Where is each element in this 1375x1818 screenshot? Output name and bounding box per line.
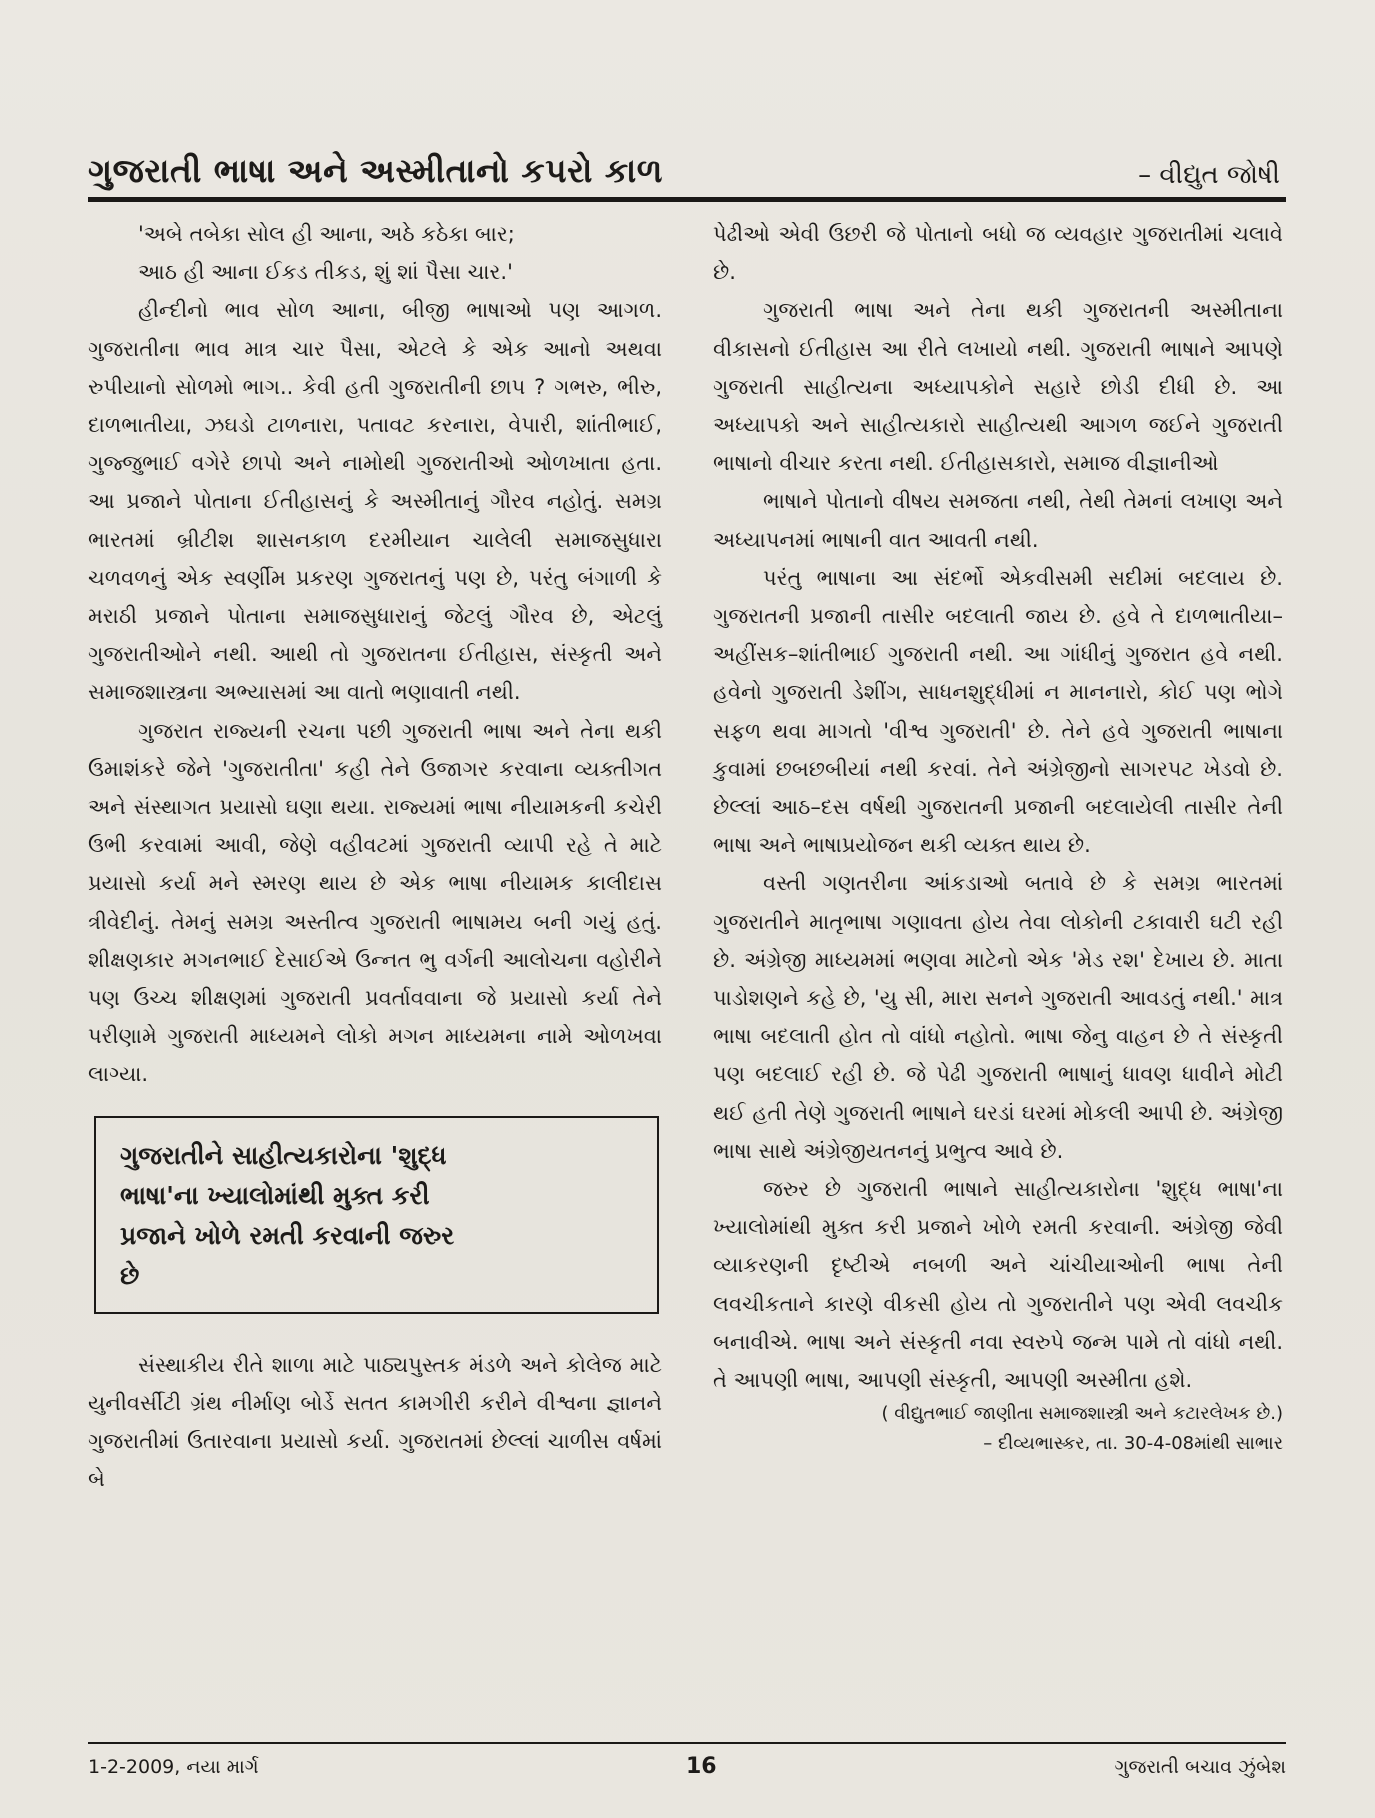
source-credit: – દીવ્યભાસ્કર, તા. 30-4-08માંથી સાભાર [983, 1433, 1283, 1455]
footer-date-publication: 1-2-2009, નયા માર્ગ [88, 1756, 259, 1778]
paragraph: ભાષાને પોતાનો વીષય સમજતા નથી, તેથી તેમનાં લખાણ અને અધ્યાપનમાં ભાષાની વાત આવતી નથી. [713, 489, 1283, 552]
article-author: – વીદ્યુત જોષી [1138, 160, 1280, 190]
page-number: 16 [686, 1754, 717, 1779]
article-title: ગુજરાતી ભાષા અને અસ્મીતાનો કપરો કાળ [88, 151, 663, 190]
verse-line: આઠ હી આના ઈકડ તીકડ, શું શાં પૈસા ચાર.' [138, 260, 513, 285]
paragraph: પેઢીઓ એવી ઉછરી જે પોતાનો બધો જ વ્યવહાર ગુજરાતીમાં ચલાવે છે. [713, 222, 1283, 285]
paragraph: ગુજરાતી ભાષા અને તેના થકી ગુજરાતની અસ્મીતાના વીકાસનો ઈતીહાસ આ રીતે લખાયો નથી. ગુજરાતી ભાષાને આપણે ગુજરાતી સાહીત્યના અધ્યાપકોને સહારે છોડી દીધી છે. આ અધ્યાપકો અને સાહીત્યકારો સાહીત્યથી આગળ જઈને ગુજરાતી ભાષાનો વીચાર કરતા નથી. ઈતીહાસકારો, સમાજ વીજ્ઞાનીઓ [713, 298, 1283, 476]
right-column [713, 215, 1283, 1459]
footer-campaign-name: ગુજરાતી બચાવ ઝુંબેશ [1114, 1756, 1286, 1778]
paragraph: પરંતુ ભાષાના આ સંદર્ભો એકવીસમી સદીમાં બદલાય છે. ગુજરાતની પ્રજાની તાસીર બદલાતી જાય છે. હવે તે દાળભાતીયા–અહીંસક–શાંતીભાઈ ગુજરાતી નથી. આ ગાંધીનું ગુજરાત હવે નથી. હવેનો ગુજરાતી ડેશીંગ, સાધનશુદ્ધીમાં ન માનનારો, કોઈ પણ ભોગે સફળ થવા માગતો 'વીશ્વ ગુજરાતી' છે. તેને હવે ગુજરાતી ભાષાના કુવામાં છબછબીયાં નથી કરવાં. તેને અંગ્રેજીનો સાગરપટ ખેડવો છે. છેલ્લાં આઠ–દસ વર્ષથી ગુજરાતની પ્રજાની બદલાયેલી તાસીર તેની ભાષા અને ભાષાપ્રયોજન થકી વ્યક્ત થાય છે. [713, 565, 1283, 858]
author-note: ( વીદ્યુતભાઈ જાણીતા સમાજશાસ્ત્રી અને કટારલેખક છે.) [881, 1403, 1283, 1425]
paragraph: સંસ્થાકીય રીતે શાળા માટે પાઠ્યપુસ્તક મંડળે અને કોલેજ માટે યુનીવર્સીટી ગ્રંથ નીર્માણ બોર્ડે સતત કામગીરી કરીને વીશ્વના જ્ઞાનને ગુજરાતીમાં ઉતારવાના પ્રયાસો કર્યા. ગુજરાતમાં છેલ્લાં ચાળીસ વર્ષમાં બે [88, 1352, 662, 1492]
pull-quote-text: ગુજરાતીને સાહીત્યકારોના 'શુદ્ધ ભાષા'ના ખ્યાલોમાંથી મુક્ત કરી પ્રજાને ખોળે રમતી કરવાની જરુર છે [120, 1140, 455, 1290]
left-column [88, 215, 662, 1498]
paragraph: હીન્દીનો ભાવ સોળ આના, બીજી ભાષાઓ પણ આગળ. ગુજરાતીના ભાવ માત્ર ચાર પૈસા, એટલે કે એક આનો અથવા રુપીયાનો સોળમો ભાગ.. કેવી હતી ગુજરાતીની છાપ ? ગભરુ, ભીરુ, દાળભાતીયા, ઝઘડો ટાળનારા, પતાવટ કરનારા, વેપારી, શાંતીભાઈ, ગુજ્જુભાઈ વગેરે છાપો અને નામોથી ગુજરાતીઓ ઓળખાતા હતા. આ પ્રજાને પોતાના ઈતીહાસનું કે અસ્મીતાનું ગૌરવ નહોતું. સમગ્ર ભારતમાં બ્રીટીશ શાસનકાળ દરમીયાન ચાલેલી સમાજસુધારા ચળવળનું એક સ્વર્ણીમ પ્રકરણ ગુજરાતનું પણ છે, પરંતુ બંગાળી કે મરાઠી પ્રજાને પોતાના સમાજસુધારાનું જેટલું ગૌરવ છે, એટલું ગુજરાતીઓને નથી. આથી તો ગુજરાતના ઈતીહાસ, સંસ્કૃતી અને સમાજશાસ્ત્રના અભ્યાસમાં આ વાતો ભણાવાતી નથી. [88, 298, 662, 705]
page-footer [88, 1742, 1286, 1782]
paragraph: વસ્તી ગણતરીના આંકડાઓ બતાવે છે કે સમગ્ર ભારતમાં ગુજરાતીને માતૃભાષા ગણાવતા હોય તેવા લોકોની ટકાવારી ઘટી રહી છે. અંગ્રેજી માધ્યમમાં ભણવા માટેનો એક 'મેડ રશ' દેખાય છે. માતા પાડોશણને કહે છે, 'યુ સી, મારા સનને ગુજરાતી આવડતું નથી.' માત્ર ભાષા બદલાતી હોત તો વાંધો નહોતો. ભાષા જેનુ વાહન છે તે સંસ્કૃતી પણ બદલાઈ રહી છે. જે પેઢી ગુજરાતી ભાષાનું ધાવણ ધાવીને મોટી થઈ હતી તેણે ગુજરાતી ભાષાને ઘરડાં ઘરમાં મોકલી આપી છે. અંગ્રેજી ભાષા સાથે અંગ્રેજીયતનનું પ્રભુત્વ આવે છે. [713, 871, 1283, 1163]
pull-quote-box [94, 1116, 659, 1314]
paragraph: ગુજરાત રાજ્યની રચના પછી ગુજરાતી ભાષા અને તેના થકી ઉમાશંકરે જેને 'ગુજરાતીતા' કહી તેને ઉજાગર કરવાના વ્યક્તીગત અને સંસ્થાગત પ્રયાસો ઘણા થયા. રાજ્યમાં ભાષા નીયામકની કચેરી ઉભી કરવામાં આવી, જેણે વહીવટમાં ગુજરાતી વ્યાપી રહે તે માટે પ્રયાસો કર્યા મને સ્મરણ થાય છે એક ભાષા નીયામક કાલીદાસ ત્રીવેદીનું. તેમનું સમગ્ર અસ્તીત્વ ગુજરાતી ભાષામય બની ગયું હતું. શીક્ષણકાર મગનભાઈ દેસાઈએ ઉન્નત ભુ વર્ગની આલોચના વહોરીને પણ ઉચ્ચ શીક્ષણમાં ગુજરાતી પ્રવર્તાવવાના જે પ્રયાસો કર્યા તેને પરીણામે ગુજરાતી માધ્યમને લોકો મગન માધ્યમના નામે ઓળખવા લાગ્યા. [88, 718, 662, 1087]
verse-line: 'અબે તબેકા સોલ હી આના, અઠે કઠેકા બાર; [138, 222, 515, 246]
paragraph: જરુર છે ગુજરાતી ભાષાને સાહીત્યકારોના 'શુદ્ધ ભાષા'ના ખ્યાલોમાંથી મુક્ત કરી પ્રજાને ખોળે રમતી કરવાની. અંગ્રેજી જેવી વ્યાકરણની દૃષ્ટીએ નબળી અને ચાંચીયાઓની ભાષા તેની લવચીકતાને કારણે વીકસી હોય તો ગુજરાતીને પણ એવી લવચીક બનાવીએ. ભાષા અને સંસ્કૃતી નવા સ્વરુપે જન્મ પામે તો વાંધો નથી. તે આપણી ભાષા, આપણી સંસ્કૃતી, આપણી અસ્મીતા હશે. [713, 1177, 1283, 1393]
article-header [88, 138, 1286, 202]
